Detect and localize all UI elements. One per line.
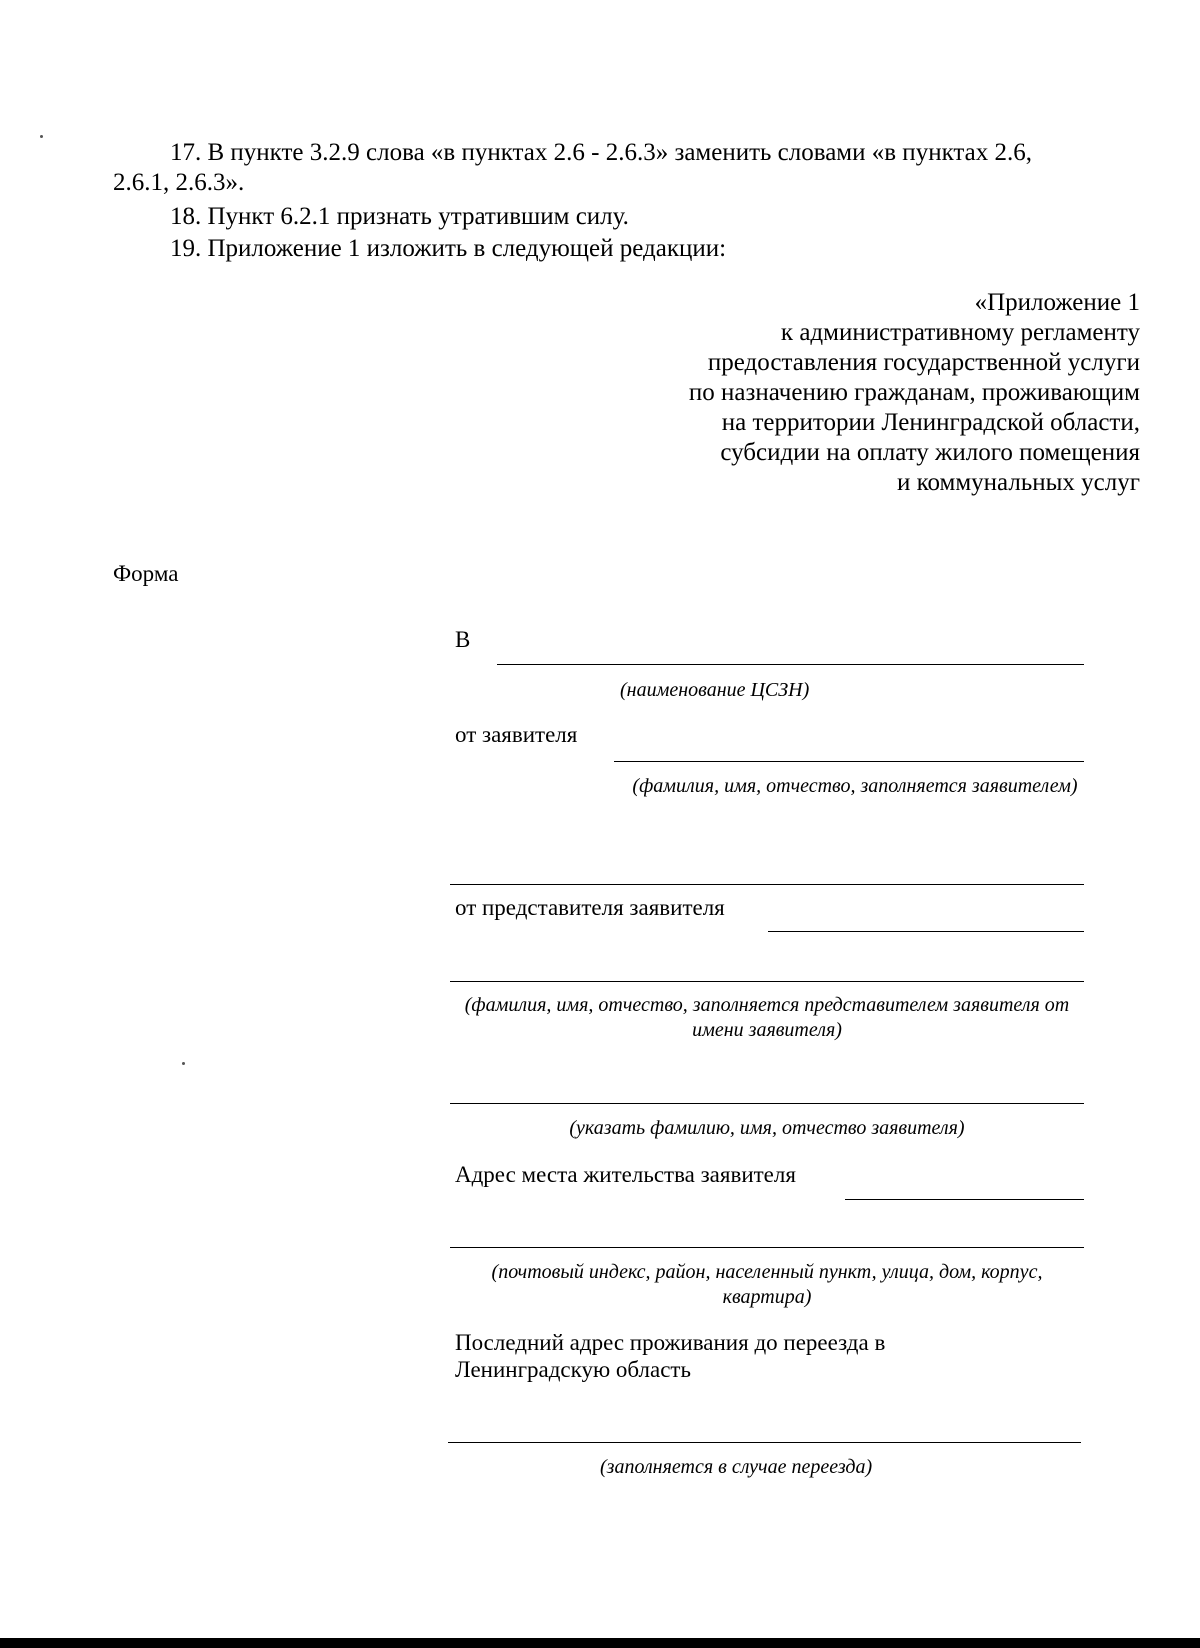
applicant-full-name-line[interactable]: [450, 1103, 1084, 1104]
last-address-label-line2: Ленинградскую область: [455, 1357, 691, 1382]
paragraph-17-line1: 17. В пункте 3.2.9 слова «в пунктах 2.6 - 2.6.3» заменить словами «в пунктах 2.6,: [170, 139, 1032, 166]
last-address-line[interactable]: [448, 1442, 1081, 1443]
cszn-name-line[interactable]: [497, 664, 1084, 665]
appendix-line-7: и коммунальных услуг: [897, 469, 1140, 496]
last-address-hint: (заполняется в случае переезда): [600, 1456, 873, 1478]
last-address-label-line1: Последний адрес проживания до переезда в: [455, 1330, 886, 1355]
address-label: Адрес места жительства заявителя: [455, 1162, 796, 1187]
address-hint: (почтовый индекс, район, населенный пункт, улица, дом, корпус, квартира): [491, 1261, 1043, 1308]
from-applicant-label: от заявителя: [455, 722, 578, 747]
address-line[interactable]: [845, 1199, 1084, 1200]
representative-name-line[interactable]: [768, 931, 1084, 932]
applicant-name-line[interactable]: [614, 761, 1084, 762]
appendix-line-3: предоставления государственной услуги: [707, 349, 1140, 376]
applicant-name-hint: (фамилия, имя, отчество, заполняется заявителем): [632, 775, 1078, 797]
appendix-line-6: субсидии на оплату жилого помещения: [720, 439, 1140, 466]
from-representative-label: от представителя заявителя: [455, 895, 725, 920]
scan-edge-bar: [0, 1638, 1200, 1648]
paragraph-19: 19. Приложение 1 изложить в следующей редакции:: [170, 235, 727, 262]
to-label: В: [455, 627, 471, 652]
appendix-line-1: «Приложение 1: [974, 289, 1140, 316]
scan-speck: [182, 1062, 185, 1065]
paragraph-18: 18. Пункт 6.2.1 признать утратившим силу.: [170, 203, 629, 230]
scan-speck: [40, 135, 43, 138]
representative-hint: (фамилия, имя, отчество, заполняется представителем заявителя от имени заявителя): [464, 994, 1070, 1041]
form-label: Форма: [113, 561, 179, 586]
paragraph-17-line2: 2.6.1, 2.6.3».: [113, 169, 245, 196]
address-line-2[interactable]: [450, 1247, 1084, 1248]
appendix-line-5: на территории Ленинградской области,: [721, 409, 1140, 436]
appendix-header: [560, 288, 1140, 498]
representative-name-line-2[interactable]: [450, 981, 1084, 982]
appendix-line-4: по назначению гражданам, проживающим: [688, 379, 1140, 406]
appendix-line-2: к административному регламенту: [780, 319, 1140, 346]
cszn-name-hint: (наименование ЦСЗН): [620, 679, 810, 701]
applicant-full-name-hint: (указать фамилию, имя, отчество заявителя): [569, 1117, 965, 1139]
applicant-name-line-2[interactable]: [450, 884, 1084, 885]
